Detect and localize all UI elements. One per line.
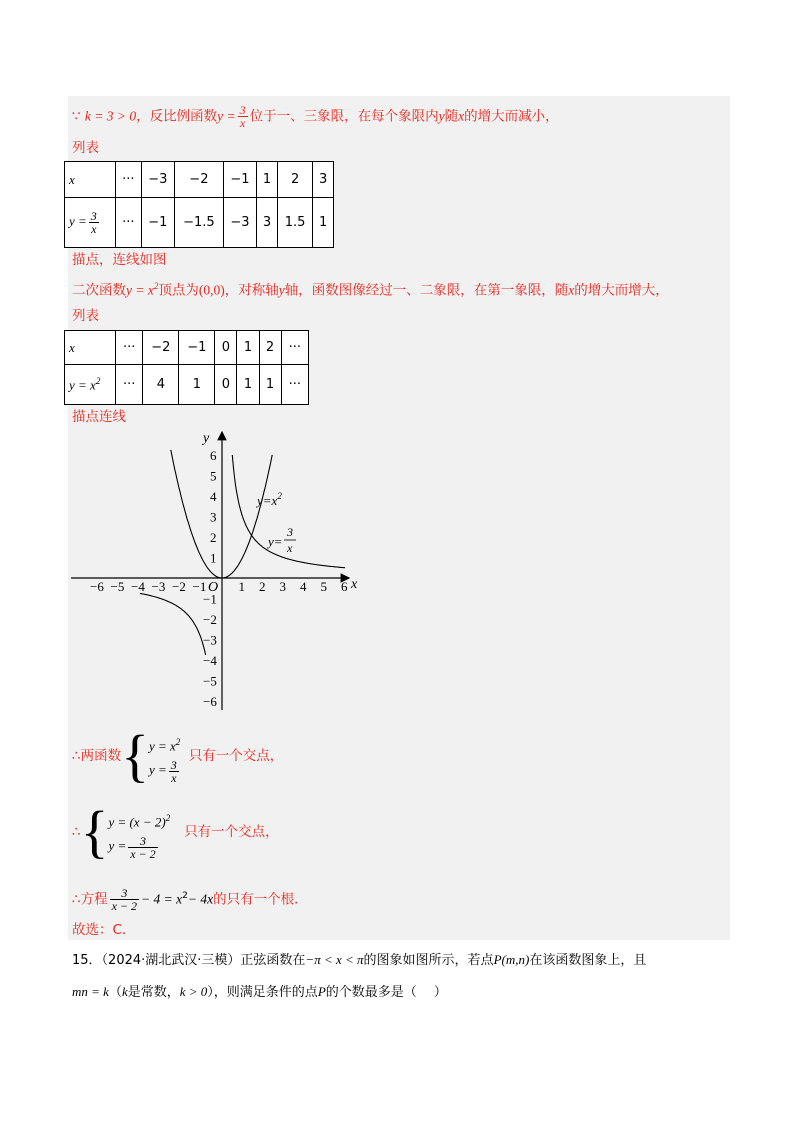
x-axis-label: x: [351, 577, 358, 592]
list-table-label-2: 列表: [72, 308, 99, 324]
table-cell: 1: [237, 331, 259, 365]
table-row: [65, 162, 334, 198]
y-tick-label: −4: [203, 653, 217, 668]
exponent: 2: [95, 375, 101, 386]
y-tick-label: 3: [210, 509, 217, 525]
var-y: y: [278, 282, 285, 298]
text: 顶点为: [158, 282, 199, 299]
text: 两函数: [80, 748, 122, 764]
table-cell: −1: [179, 331, 215, 365]
frac-num: 3: [170, 757, 177, 772]
conclusion-2: [72, 800, 279, 864]
exponent: 2: [153, 281, 159, 291]
table-cell: ···: [116, 162, 142, 198]
question-source: （2024·湖北武汉·三模）: [101, 953, 241, 968]
x-tick-label: −2: [172, 579, 186, 594]
func-lhs: y =: [217, 108, 236, 124]
text: 的图象如图所示，若点: [363, 953, 494, 968]
header-x: x: [65, 162, 116, 198]
condition: mn = k: [72, 984, 109, 999]
table-cell: ···: [281, 331, 308, 365]
vertex: (0,0): [198, 282, 225, 298]
header-x: x: [65, 331, 116, 365]
table-cell: 2: [259, 331, 281, 365]
therefore-symbol: ∴: [72, 748, 81, 764]
exponent: 2: [182, 891, 188, 901]
table-cell: −3: [223, 198, 257, 248]
y-tick-label: −6: [203, 694, 217, 709]
y-tick-label: 5: [210, 468, 217, 484]
equation-system: [149, 728, 181, 784]
table-cell: 4: [143, 365, 179, 405]
text: 随: [444, 108, 459, 125]
parabola-label-exp: 2: [277, 491, 282, 501]
frac-num: 3: [128, 835, 157, 848]
table-cell: ···: [281, 365, 308, 405]
function-graph: [65, 428, 385, 718]
header-y: [65, 365, 116, 405]
y-tick-label: −5: [203, 673, 217, 689]
table-cell: −3: [141, 162, 175, 198]
brace: {: [121, 723, 149, 788]
text: ，反比例函数: [136, 108, 218, 125]
table-cell: −2: [175, 162, 223, 198]
because-symbol: ∵: [72, 108, 81, 125]
y-tick-label: −3: [203, 632, 217, 648]
frac-den: x: [171, 770, 177, 785]
table-cell: ···: [116, 331, 143, 365]
therefore-symbol: ∴: [72, 824, 81, 840]
frac-num: 3: [239, 103, 246, 117]
frac-den: x: [91, 222, 97, 236]
text: 是常数，: [127, 985, 180, 1000]
system-eq-2: [108, 832, 170, 860]
x-tick-label: 4: [300, 579, 307, 594]
hyperbola-label-den: x: [287, 541, 293, 555]
text: 正弦函数在: [240, 953, 306, 968]
exponent: 2: [175, 737, 181, 747]
table-cell: 1: [237, 365, 259, 405]
y-tick-label: −1: [203, 591, 217, 607]
equation-part: − 4x: [187, 891, 214, 907]
table-row: [65, 331, 309, 365]
conclusion-3: [72, 878, 308, 918]
table-cell: 0: [215, 365, 237, 405]
equation-part: − 4 = x: [141, 891, 183, 907]
text: 方程: [80, 891, 108, 908]
text: ），则满足条件的点: [207, 985, 318, 1000]
x-tick-label: 5: [320, 579, 327, 594]
table-cell: 0: [215, 331, 237, 365]
question-15-line-2: [72, 982, 447, 1003]
text: 二次函数: [72, 282, 126, 299]
header-y-text: y = x: [69, 377, 96, 393]
table-cell: −1.5: [175, 198, 223, 248]
table-cell: −2: [143, 331, 179, 365]
table-row: [65, 365, 309, 405]
answer-line: 故选：C．: [72, 922, 136, 938]
eq-lhs: y =: [108, 838, 127, 853]
header-y: [65, 198, 116, 248]
table-cell: 1: [257, 162, 278, 198]
table-cell: −1: [141, 198, 175, 248]
hyperbola-branch-q3: [140, 593, 206, 655]
y-axis-label: y: [203, 431, 210, 446]
text: 在该函数图象上，且: [529, 953, 647, 968]
x-tick-label: −1: [192, 579, 207, 594]
header-y-lhs: y =: [69, 213, 87, 229]
x-tick-label: −4: [131, 579, 145, 594]
var-y: y: [438, 108, 445, 124]
frac-den: x: [239, 116, 246, 130]
x-tick-label: 3: [279, 579, 286, 594]
frac-num: 3: [110, 887, 139, 900]
fraction: [89, 210, 99, 235]
func: y = x: [126, 282, 154, 298]
hyperbola-label-num: 3: [287, 525, 293, 539]
p-variable: P: [317, 984, 326, 999]
table-cell: ···: [116, 365, 143, 405]
frac-num: 3: [90, 209, 97, 223]
frac-den: x − 2: [130, 846, 156, 861]
eq: y = (x − 2): [108, 814, 166, 830]
solution-line-1: [72, 104, 559, 129]
x-tick-label: −5: [110, 579, 125, 594]
question-number: 15．: [72, 953, 102, 968]
plot-text-1: 描点，连线如图: [72, 252, 167, 268]
point: P(m,n): [493, 952, 530, 967]
range: −π < x < π: [305, 952, 364, 967]
list-table-label-1: 列表: [72, 140, 99, 156]
solution-line-2: [72, 276, 669, 301]
text: ，对称轴: [224, 282, 279, 299]
eq-lhs: y =: [148, 762, 167, 777]
plot-text-2: 描点连线: [72, 409, 126, 425]
frac-den: x − 2: [111, 899, 138, 913]
table-cell: 1.5: [277, 198, 312, 248]
therefore-symbol: ∴: [72, 891, 81, 908]
x-tick-label: −6: [90, 579, 104, 594]
exponent: 2: [165, 813, 171, 823]
fraction: [169, 759, 179, 784]
y-tick-label: 4: [210, 489, 217, 504]
table-cell: −1: [223, 162, 257, 198]
table-cell: ···: [116, 198, 142, 248]
text: 的个数最多是（ ）: [325, 985, 447, 1000]
parabola-label: [255, 491, 282, 508]
k-condition: k > 0: [179, 984, 208, 999]
value-table-1: [64, 161, 334, 248]
equation-system: [108, 804, 170, 860]
table-cell: 3: [313, 162, 334, 198]
var-x: x: [568, 282, 575, 298]
origin-label: O: [208, 580, 219, 595]
text: 的增大而增大，: [574, 282, 669, 299]
system-eq-2: [149, 756, 181, 784]
x-tick-label: 2: [259, 579, 266, 594]
text: 位于一、三象限，在每个象限内: [249, 108, 439, 125]
k-condition: k = 3 > 0: [84, 108, 137, 124]
fraction: [128, 835, 157, 860]
brace: {: [80, 799, 109, 864]
y-tick-label: 2: [210, 530, 217, 545]
y-tick-label: −2: [203, 612, 217, 627]
k-variable: k: [121, 984, 128, 999]
x-tick-label: 1: [238, 579, 245, 594]
x-tick-label: −3: [151, 579, 166, 594]
table-cell: 3: [257, 198, 278, 248]
table-cell: 1: [313, 198, 334, 248]
text: （: [108, 985, 122, 1000]
table-cell: 1: [179, 365, 215, 405]
system-eq-1: [149, 728, 181, 756]
table-cell: 2: [277, 162, 312, 198]
text: 的只有一个根．: [213, 891, 308, 908]
parabola-label-text: y=x: [257, 493, 278, 508]
table-cell: 1: [259, 365, 281, 405]
fraction: [110, 887, 139, 912]
question-15-line-1: [72, 950, 646, 971]
system-eq-1: [108, 804, 170, 832]
conclusion-1: [72, 723, 284, 788]
value-table-2: [64, 330, 309, 405]
text: 的增大而减小，: [464, 108, 559, 125]
y-tick-label: 1: [210, 550, 217, 566]
table-row: [65, 198, 334, 248]
text: 只有一个交点，: [188, 748, 284, 764]
hyperbola-label-lhs: y=: [268, 534, 283, 549]
eq: y = x: [148, 738, 176, 754]
text: 只有一个交点，: [184, 824, 279, 840]
fraction: [238, 104, 248, 129]
x-tick-label: 6: [341, 579, 348, 594]
y-tick-label: 6: [210, 448, 217, 463]
text: 轴，函数图像经过一、二象限，在第一象限，随: [284, 282, 569, 299]
var-x: x: [458, 108, 465, 124]
